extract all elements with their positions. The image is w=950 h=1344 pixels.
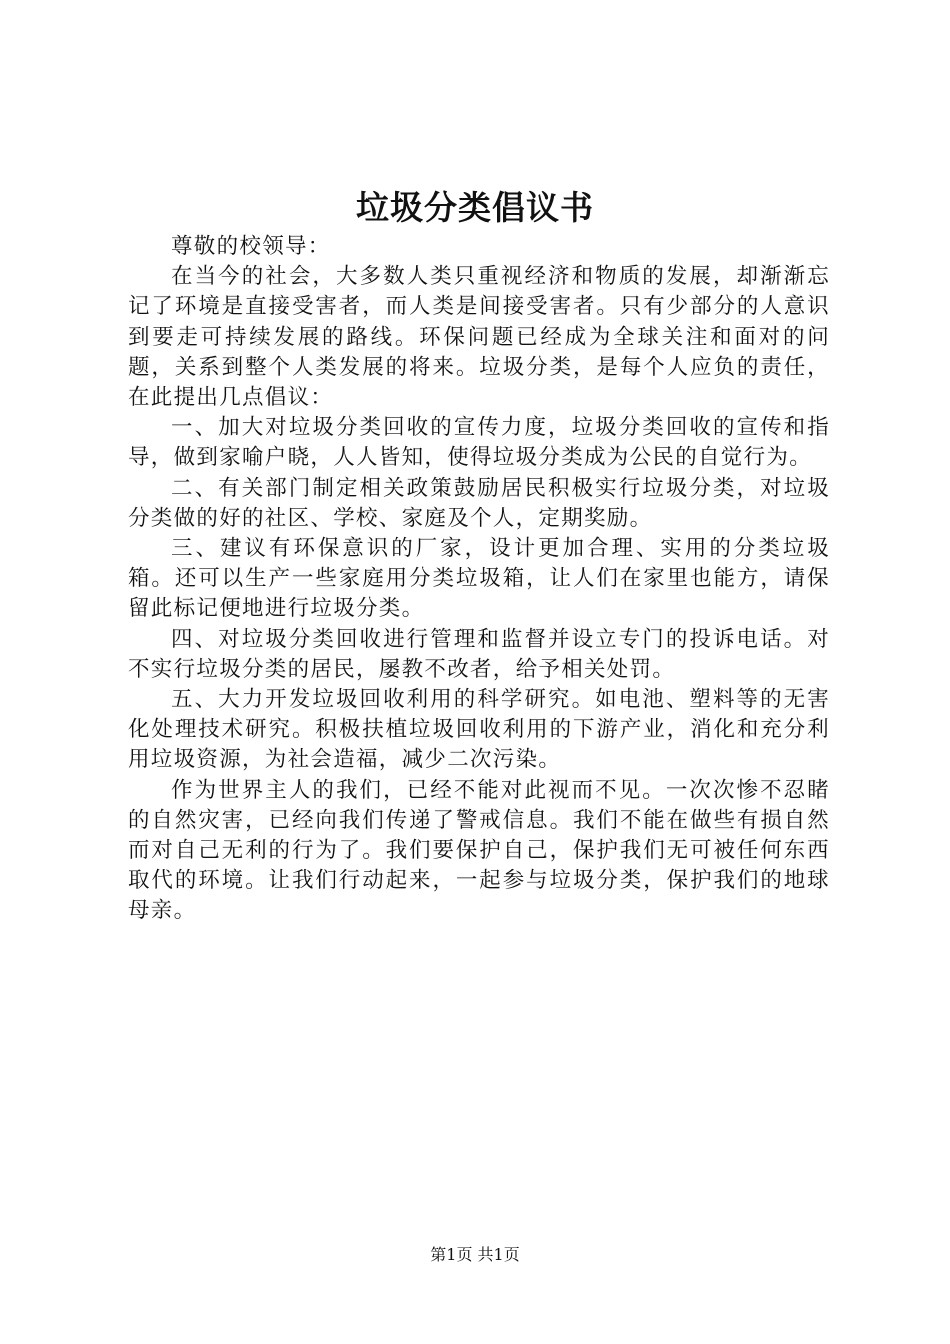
paragraph-proposal-5: 五、大力开发垃圾回收利用的科学研究。如电池、塑料等的无害化处理技术研究。积极扶植垃圾回收利用的下游产业，消化和充分利用垃圾资源，为社会造福，减少二次污染。 bbox=[128, 687, 830, 773]
paragraph-proposal-3: 三、建议有环保意识的厂家，设计更加合理、实用的分类垃圾箱。还可以生产一些家庭用分类垃圾箱，让人们在家里也能方，请保留此标记便地进行垃圾分类。 bbox=[128, 536, 830, 622]
paragraph-intro: 在当今的社会，大多数人类只重视经济和物质的发展，却渐渐忘记了环境是直接受害者，而人类是间接受害者。只有少部分的人意识到要走可持续发展的路线。环保问题已经成为全球关注和面对的问题，关系到整个人类发展的将来。垃圾分类，是每个人应负的责任，在此提出几点倡议： bbox=[128, 264, 830, 411]
paragraph-conclusion: 作为世界主人的我们，已经不能对此视而不见。一次次惨不忍睹的自然灾害，已经向我们传递了警戒信息。我们不能在做些有损自然而对自己无利的行为了。我们要保护自己，保护我们无可被任何东西取代的环境。让我们行动起来，一起参与垃圾分类，保护我们的地球母亲。 bbox=[128, 777, 830, 924]
page-number-footer: 第1页 共1页 bbox=[430, 1245, 520, 1264]
document-body bbox=[128, 232, 830, 927]
paragraph-proposal-4: 四、对垃圾分类回收进行管理和监督并设立专门的投诉电话。对不实行垃圾分类的居民，屡教不改者，给予相关处罚。 bbox=[128, 626, 830, 682]
document-title: 垃圾分类倡议书 bbox=[356, 188, 594, 227]
paragraph-proposal-2: 二、有关部门制定相关政策鼓励居民积极实行垃圾分类，对垃圾分类做的好的社区、学校、家庭及个人，定期奖励。 bbox=[128, 475, 830, 531]
salutation: 尊敬的校领导： bbox=[171, 234, 331, 259]
paragraph-proposal-1: 一、加大对垃圾分类回收的宣传力度，垃圾分类回收的宣传和指导，做到家喻户晓，人人皆知，使得垃圾分类成为公民的自觉行为。 bbox=[128, 415, 830, 471]
